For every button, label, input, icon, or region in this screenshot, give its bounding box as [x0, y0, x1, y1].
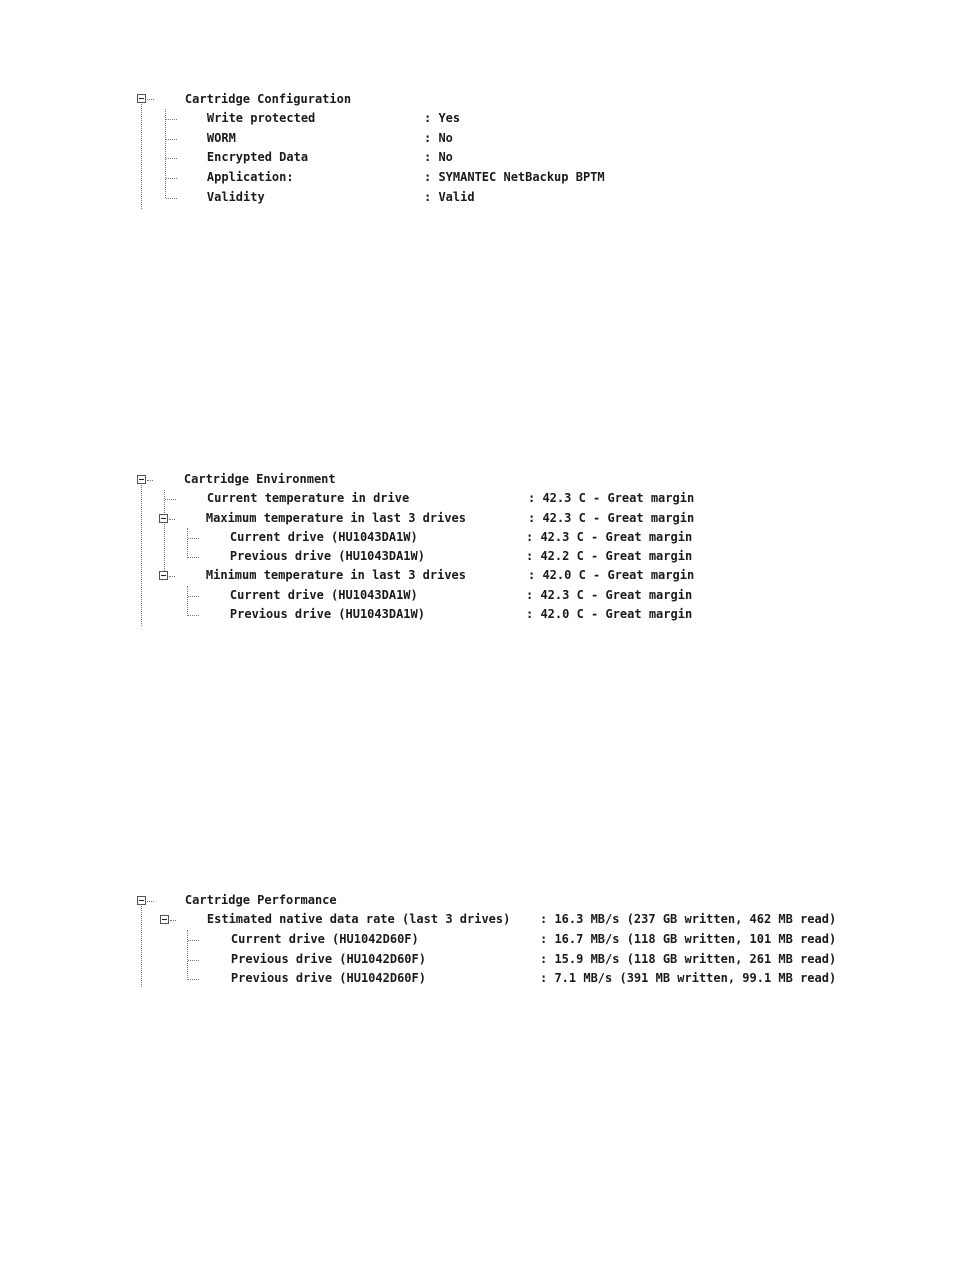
- tree-connector: [188, 596, 199, 597]
- tree-node-min-previous-drive[interactable]: [201, 604, 693, 624]
- node-value: : No: [424, 131, 453, 145]
- tree-guide-line: [165, 109, 166, 198]
- tree-connector: [147, 480, 153, 481]
- tree-connector: [166, 198, 177, 199]
- tree-guide-line: [164, 490, 165, 575]
- tree-connector: [165, 499, 176, 500]
- node-label: Write protected: [206, 111, 316, 125]
- node-label: Current temperature in drive: [206, 491, 410, 505]
- node-title: Cartridge Environment: [183, 472, 336, 486]
- tree-node-native-data-rate[interactable]: [178, 909, 837, 929]
- tree-node-validity[interactable]: [178, 187, 475, 207]
- node-title: Cartridge Configuration: [184, 92, 352, 106]
- tree-connector: [170, 920, 176, 921]
- node-label: Previous drive (HU1043DA1W): [229, 549, 425, 563]
- tree-connector: [147, 901, 154, 902]
- tree-connector: [166, 178, 177, 179]
- tree-node-current-temperature[interactable]: [178, 488, 695, 508]
- node-value: : 42.0 C - Great margin: [528, 568, 695, 582]
- tree-connector: [169, 519, 175, 520]
- node-label: Encrypted Data: [206, 150, 309, 164]
- tree-node-perf-previous-drive[interactable]: [202, 968, 837, 988]
- tree-node-min-temperature[interactable]: [177, 565, 695, 585]
- node-label: Previous drive (HU1043DA1W): [229, 607, 425, 621]
- tree-connector: [147, 99, 154, 100]
- tree-connector: [166, 158, 177, 159]
- tree-connector: [166, 139, 177, 140]
- collapse-toggle-icon[interactable]: [137, 94, 146, 103]
- tree-node-application[interactable]: [178, 167, 605, 187]
- node-label: Validity: [206, 190, 265, 204]
- tree-connector: [188, 940, 199, 941]
- tree-node-performance[interactable]: [156, 890, 337, 910]
- node-value: : 16.7 MB/s (118 GB written, 101 MB read): [540, 932, 837, 946]
- tree-connector: [188, 557, 199, 558]
- node-title: Cartridge Performance: [184, 893, 337, 907]
- tree-guide-line: [141, 99, 142, 209]
- node-label: Previous drive (HU1042D60F): [230, 971, 426, 985]
- tree-node-perf-current-drive[interactable]: [202, 929, 837, 949]
- collapse-toggle-icon[interactable]: [137, 896, 146, 905]
- node-label: Previous drive (HU1042D60F): [230, 952, 426, 966]
- node-value: : 7.1 MB/s (391 MB written, 99.1 MB read): [540, 971, 837, 985]
- node-value: : 42.3 C - Great margin: [526, 588, 693, 602]
- tree-guide-line: [141, 901, 142, 987]
- node-label: Application:: [206, 170, 294, 184]
- node-label: Current drive (HU1042D60F): [230, 932, 419, 946]
- collapse-toggle-icon[interactable]: [137, 475, 146, 484]
- node-label: Maximum temperature in last 3 drives: [205, 511, 466, 525]
- tree-guide-line: [141, 480, 142, 626]
- tree-node-max-previous-drive[interactable]: [201, 546, 693, 566]
- node-value: : No: [424, 150, 453, 164]
- tree-connector: [188, 960, 199, 961]
- node-value: : 42.3 C - Great margin: [528, 511, 695, 525]
- tree-node-perf-previous-drive[interactable]: [202, 949, 837, 969]
- node-label: Current drive (HU1043DA1W): [229, 588, 418, 602]
- tree-guide-line: [187, 930, 188, 980]
- tree-node-configuration[interactable]: [156, 89, 352, 109]
- node-label: Minimum temperature in last 3 drives: [205, 568, 466, 582]
- node-value: : 42.2 C - Great margin: [526, 549, 693, 563]
- tree-connector: [188, 615, 199, 616]
- tree-guide-line: [187, 528, 188, 558]
- tree-node-max-current-drive[interactable]: [201, 527, 693, 547]
- collapse-toggle-icon[interactable]: [159, 571, 168, 580]
- node-value: : 42.3 C - Great margin: [526, 530, 693, 544]
- node-value: : 42.0 C - Great margin: [526, 607, 693, 621]
- collapse-toggle-icon[interactable]: [159, 514, 168, 523]
- tree-node-worm[interactable]: [178, 128, 453, 148]
- tree-node-max-temperature[interactable]: [177, 508, 695, 528]
- node-value: : Valid: [424, 190, 475, 204]
- node-value: : 15.9 MB/s (118 GB written, 261 MB read): [540, 952, 837, 966]
- tree-node-min-current-drive[interactable]: [201, 585, 693, 605]
- collapse-toggle-icon[interactable]: [160, 915, 169, 924]
- tree-connector: [188, 979, 199, 980]
- tree-connector: [169, 576, 175, 577]
- tree-connector: [188, 538, 199, 539]
- node-label: Estimated native data rate (last 3 drives): [206, 912, 511, 926]
- node-value: : Yes: [424, 111, 461, 125]
- tree-connector: [166, 119, 177, 120]
- node-label: WORM: [206, 131, 236, 145]
- node-label: Current drive (HU1043DA1W): [229, 530, 418, 544]
- tree-node-environment[interactable]: [155, 469, 336, 489]
- node-value: : 42.3 C - Great margin: [528, 491, 695, 505]
- tree-node-write-protected[interactable]: [178, 108, 461, 128]
- tree-guide-line: [187, 586, 188, 616]
- node-value: : SYMANTEC NetBackup BPTM: [424, 170, 605, 184]
- tree-node-encrypted-data[interactable]: [178, 147, 453, 167]
- node-value: : 16.3 MB/s (237 GB written, 462 MB read): [540, 912, 837, 926]
